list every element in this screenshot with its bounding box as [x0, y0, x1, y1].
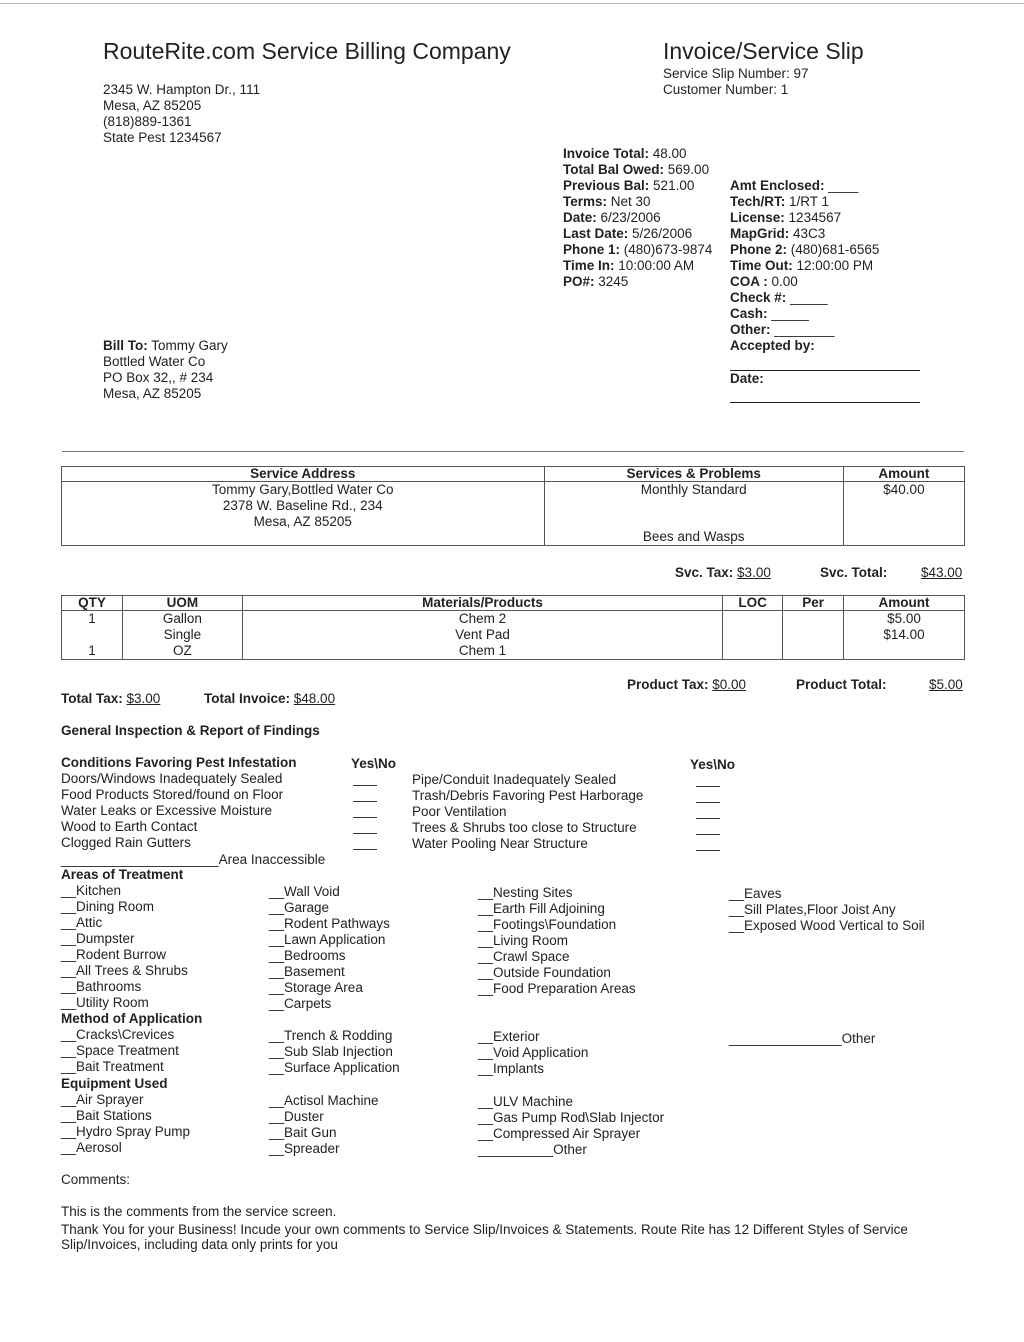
- summary-tech-rt: Tech/RT: 1/RT 1: [730, 194, 830, 209]
- amount-header: Amount: [844, 596, 965, 611]
- company-address: [103, 82, 260, 146]
- problem-name: Bees and Wasps: [642, 529, 745, 544]
- slip-number: Service Slip Number: 97: [663, 66, 809, 81]
- area-checkbox[interactable]: __Nesting Sites: [478, 885, 573, 900]
- row-qty: 1: [88, 611, 96, 626]
- condition-item: Wood to Earth Contact: [61, 819, 198, 834]
- svc-tax: Svc. Tax: $3.00: [675, 565, 771, 580]
- row-uom: Gallon: [162, 611, 202, 626]
- summary-left: [563, 146, 712, 290]
- area-checkbox[interactable]: __Living Room: [478, 933, 569, 948]
- service-address-line: Mesa, AZ 85205: [253, 514, 352, 529]
- equipment-checkbox[interactable]: __ULV Machine: [478, 1094, 574, 1109]
- area-checkbox[interactable]: __Wall Void: [269, 884, 340, 899]
- equipment-checkbox[interactable]: __Air Sprayer: [61, 1092, 144, 1107]
- service-table: [61, 466, 965, 546]
- services-problems-header: Services & Problems: [544, 467, 843, 482]
- equipment-other-field[interactable]: __________Other: [478, 1142, 587, 1157]
- area-checkbox[interactable]: __Attic: [61, 915, 103, 930]
- inspection-title: General Inspection & Report of Findings: [61, 723, 320, 738]
- method-checkbox[interactable]: __Space Treatment: [61, 1043, 179, 1058]
- service-address-line: 2378 W. Baseline Rd., 234: [222, 498, 383, 513]
- areas-col-4: [729, 886, 925, 934]
- company-phone: (818)889-1361: [103, 114, 192, 129]
- service-address-line: Tommy Gary,Bottled Water Co: [211, 482, 394, 497]
- loc-header: LOC: [723, 596, 783, 611]
- conditions-title: Conditions Favoring Pest Infestation: [61, 755, 297, 770]
- area-checkbox[interactable]: __Dining Room: [61, 899, 155, 914]
- row-uom: Single: [163, 627, 202, 642]
- method-col-3: [478, 1029, 588, 1077]
- area-checkbox[interactable]: __Rodent Burrow: [61, 947, 167, 962]
- material-amount-cell: [844, 611, 965, 660]
- qty-header: QTY: [62, 596, 123, 611]
- summary-time-out: Time Out: 12:00:00 PM: [730, 258, 874, 273]
- yes-no-blank[interactable]: [695, 778, 721, 794]
- method-checkbox[interactable]: __Void Application: [478, 1045, 589, 1060]
- area-checkbox[interactable]: __Food Preparation Areas: [478, 981, 636, 996]
- bill-to-name: Bill To: Tommy Gary: [103, 338, 228, 353]
- equipment-checkbox[interactable]: __Hydro Spray Pump: [61, 1124, 191, 1139]
- row-product: Chem 2: [458, 611, 507, 626]
- area-checkbox[interactable]: __Eaves: [729, 886, 782, 901]
- company-name: RouteRite.com Service Billing Company: [103, 38, 511, 64]
- company-license: State Pest 1234567: [103, 130, 222, 145]
- row-qty: [62, 627, 122, 643]
- amount-header: Amount: [843, 467, 964, 482]
- product-tax: Product Tax: $0.00: [627, 677, 747, 692]
- yes-no-blank[interactable]: [352, 825, 378, 841]
- total-tax: Total Tax: $3.00: [61, 691, 161, 706]
- summary-other: Other: ________: [730, 322, 835, 337]
- row-amount: $5.00: [887, 611, 921, 626]
- per-header: Per: [783, 596, 844, 611]
- total-invoice: Total Invoice: $48.00: [204, 691, 336, 706]
- row-uom: OZ: [172, 643, 192, 658]
- yes-no-blank[interactable]: [352, 793, 378, 809]
- equipment-col-3: [478, 1094, 664, 1158]
- summary-time-in: Time In: 10:00:00 AM: [563, 258, 695, 273]
- condition-item: Doors/Windows Inadequately Sealed: [61, 771, 283, 786]
- method-col-4: [729, 1031, 875, 1047]
- area-checkbox[interactable]: __Utility Room: [61, 995, 149, 1010]
- company-address-line: 2345 W. Hampton Dr., 111: [103, 82, 261, 97]
- svc-total-label: Svc. Total:: [820, 565, 888, 580]
- equipment-checkbox[interactable]: __Bait Stations: [61, 1108, 152, 1123]
- service-address-header: Service Address: [62, 467, 545, 482]
- company-address-line: Mesa, AZ 85205: [103, 98, 202, 113]
- qty-cell: [62, 611, 123, 660]
- summary-previous-bal: Previous Bal: 521.00: [563, 178, 695, 193]
- left-yes-no-blanks: [352, 777, 378, 857]
- right-yes-no-blanks: [695, 778, 721, 858]
- product-total-value: $5.00: [929, 677, 963, 692]
- area-checkbox[interactable]: __Carpets: [269, 996, 332, 1011]
- area-checkbox[interactable]: __Bedrooms: [269, 948, 346, 963]
- area-checkbox[interactable]: __All Trees & Shrubs: [61, 963, 188, 978]
- area-checkbox[interactable]: __Earth Fill Adjoining: [478, 901, 605, 916]
- condition-item: Trees & Shrubs too close to Structure: [412, 820, 637, 835]
- materials-header: Materials/Products: [242, 596, 722, 611]
- areas-col-1: [61, 883, 188, 1011]
- condition-item: Water Pooling Near Structure: [412, 836, 588, 851]
- equipment-checkbox[interactable]: __Spreader: [269, 1141, 340, 1156]
- area-checkbox[interactable]: __Bathrooms: [61, 979, 142, 994]
- yes-no-blank[interactable]: [352, 777, 378, 793]
- method-checkbox[interactable]: __Exterior: [478, 1029, 540, 1044]
- method-checkbox[interactable]: __Implants: [478, 1061, 545, 1076]
- yes-no-blank[interactable]: [695, 810, 721, 826]
- bill-to-line: PO Box 32,, # 234: [103, 370, 214, 385]
- summary-coa: COA : 0.00: [730, 274, 798, 289]
- materials-cell: [242, 611, 722, 660]
- equipment-checkbox[interactable]: __Aerosol: [61, 1140, 122, 1155]
- condition-item: Poor Ventilation: [412, 804, 507, 819]
- date-label: Date:: [730, 371, 764, 386]
- comments-line: Thank You for your Business! Incude your own comments to Service Slip/Invoices & Statements. Route Rite has 12 Different Styles of Service: [61, 1222, 908, 1237]
- area-checkbox[interactable]: __Basement: [269, 964, 345, 979]
- yes-no-blank[interactable]: [695, 826, 721, 842]
- area-checkbox[interactable]: __Crawl Space: [478, 949, 570, 964]
- bill-to-line: Bottled Water Co: [103, 354, 206, 369]
- summary-license: License: 1234567: [730, 210, 842, 225]
- summary-date: Date: 6/23/2006: [563, 210, 661, 225]
- area-checkbox[interactable]: __Rodent Pathways: [269, 916, 390, 931]
- yes-no-header-left: Yes\No: [351, 756, 397, 771]
- yes-no-blank[interactable]: [695, 794, 721, 810]
- area-checkbox[interactable]: __Footings\Foundation: [478, 917, 617, 932]
- area-checkbox[interactable]: __Storage Area: [269, 980, 363, 995]
- row-product: Chem 1: [458, 643, 507, 658]
- method-other-field[interactable]: _______________Other: [729, 1031, 876, 1046]
- loc-cell: [723, 611, 783, 660]
- summary-amt-enclosed: Amt Enclosed: ____: [730, 178, 859, 193]
- service-address-cell: [62, 482, 545, 546]
- condition-item: Clogged Rain Gutters: [61, 835, 191, 850]
- row-amount: [844, 643, 964, 659]
- area-checkbox[interactable]: __Sill Plates,Floor Joist Any: [729, 902, 896, 917]
- services-problems-cell: [544, 482, 843, 546]
- method-title: Method of Application: [61, 1011, 203, 1026]
- summary-last-date: Last Date: 5/26/2006: [563, 226, 693, 241]
- comments-line: This is the comments from the service screen.: [61, 1204, 337, 1219]
- areas-title: Areas of Treatment: [61, 867, 184, 882]
- method-checkbox[interactable]: __Surface Application: [269, 1060, 400, 1075]
- area-checkbox[interactable]: __Garage: [269, 900, 330, 915]
- equipment-checkbox[interactable]: __Actisol Machine: [269, 1093, 379, 1108]
- yes-no-header-right: Yes\No: [690, 757, 736, 772]
- summary-accepted-by: Accepted by:: [730, 338, 815, 353]
- area-checkbox[interactable]: __Dumpster: [61, 931, 135, 946]
- summary-total-bal: Total Bal Owed: 569.00: [563, 162, 710, 177]
- summary-check: Check #: _____: [730, 290, 828, 305]
- area-checkbox[interactable]: __Exposed Wood Vertical to Soil: [729, 918, 925, 933]
- row-amount: $14.00: [883, 627, 925, 642]
- date-signature-line: [730, 402, 920, 403]
- method-col-1: [61, 1027, 179, 1075]
- method-checkbox[interactable]: __Cracks\Crevices: [61, 1027, 175, 1042]
- comments-label: Comments:: [61, 1172, 131, 1187]
- area-checkbox[interactable]: __Kitchen: [61, 883, 122, 898]
- yes-no-blank[interactable]: [695, 842, 721, 858]
- page-top-border: [0, 3, 1024, 4]
- area-checkbox[interactable]: __Outside Foundation: [478, 965, 611, 980]
- method-checkbox[interactable]: __Bait Treatment: [61, 1059, 164, 1074]
- area-inaccessible: _____________________Area Inaccessible: [61, 852, 326, 867]
- equipment-checkbox[interactable]: __Duster: [269, 1109, 324, 1124]
- materials-table: [61, 595, 965, 660]
- yes-no-blank[interactable]: [352, 809, 378, 825]
- row-product: Vent Pad: [455, 627, 510, 642]
- condition-item: Food Products Stored/found on Floor: [61, 787, 284, 802]
- svc-total-value: $43.00: [921, 565, 963, 580]
- bill-to-block: [103, 338, 228, 402]
- summary-right: [730, 178, 879, 354]
- summary-terms: Terms: Net 30: [563, 194, 651, 209]
- areas-col-3: [478, 885, 636, 997]
- method-checkbox[interactable]: __Sub Slab Injection: [269, 1044, 393, 1059]
- right-conditions-list: [412, 772, 643, 852]
- product-total-label: Product Total:: [796, 677, 887, 692]
- document-title: Invoice/Service Slip: [663, 38, 864, 64]
- summary-po-number: PO#: 3245: [563, 274, 629, 289]
- uom-cell: [122, 611, 242, 660]
- method-checkbox[interactable]: __Trench & Rodding: [269, 1028, 393, 1043]
- areas-col-2: [269, 884, 390, 1012]
- customer-number: Customer Number: 1: [663, 82, 789, 97]
- service-amount: $40.00: [843, 482, 964, 546]
- yes-no-blank[interactable]: [352, 841, 378, 857]
- area-checkbox[interactable]: __Lawn Application: [269, 932, 386, 947]
- condition-item: Trash/Debris Favoring Pest Harborage: [412, 788, 644, 803]
- condition-item: Pipe/Conduit Inadequately Sealed: [412, 772, 617, 787]
- equipment-checkbox[interactable]: __Gas Pump Rod\Slab Injector: [478, 1110, 665, 1125]
- row-qty: 1: [88, 643, 96, 658]
- equipment-checkbox[interactable]: __Compressed Air Sprayer: [478, 1126, 641, 1141]
- summary-cash: Cash: _____: [730, 306, 809, 321]
- per-cell: [783, 611, 844, 660]
- summary-mapgrid: MapGrid: 43C3: [730, 226, 826, 241]
- uom-header: UOM: [122, 596, 242, 611]
- condition-item: Water Leaks or Excessive Moisture: [61, 803, 273, 818]
- equipment-col-2: [269, 1093, 379, 1157]
- bill-to-line: Mesa, AZ 85205: [103, 386, 202, 401]
- summary-phone-2: Phone 2: (480)681-6565: [730, 242, 880, 257]
- method-col-2: [269, 1028, 400, 1076]
- summary-invoice-total: Invoice Total: 48.00: [563, 146, 687, 161]
- equipment-col-1: [61, 1092, 190, 1156]
- summary-phone-1: Phone 1: (480)673-9874: [563, 242, 713, 257]
- service-name: Monthly Standard: [640, 482, 747, 497]
- section-divider: [62, 451, 964, 452]
- equipment-title: Equipment Used: [61, 1076, 168, 1091]
- comments-line: Slip/Invoices, including data only prints for you: [61, 1237, 338, 1252]
- left-conditions-list: [61, 771, 283, 851]
- equipment-checkbox[interactable]: __Bait Gun: [269, 1125, 337, 1140]
